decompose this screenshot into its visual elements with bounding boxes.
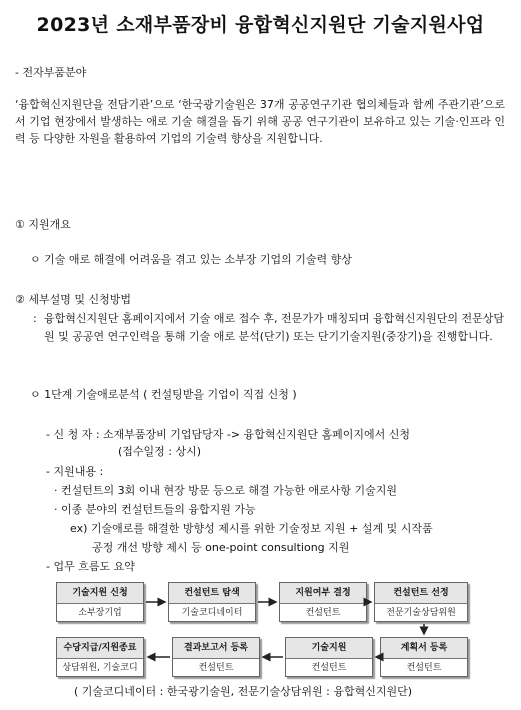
applicant-line: - 신 청 자 : 소재부품장비 기업담당자 -> 융합혁신지원단 홈페이지에서 신청 [46, 428, 410, 441]
flow-step-owner: 기술코디네이터 [181, 608, 243, 618]
page-title: 2023년 소재부품장비 융합혁신지원단 기술지원사업 [36, 14, 485, 36]
section2-colon: : [33, 312, 37, 325]
flow-step-owner: 컨설턴트 [311, 663, 347, 673]
example-line-2: 공정 개선 방향 제시 등 one-point consultiong 지원 [92, 541, 350, 554]
content-label: - 지원내용 : [46, 465, 104, 478]
section2-heading: ② 세부설명 및 신청방법 [15, 293, 131, 306]
flow-step-owner: 컨설턴트 [305, 608, 341, 618]
flow-step-owner: 컨설턴트 [406, 663, 442, 673]
schedule-line: (접수일정 : 상시) [118, 445, 202, 458]
section1-heading: ① 지원개요 [15, 218, 71, 231]
flow-step-owner: 전문기술상담위원 [386, 608, 456, 618]
intro-paragraph: ‘융합혁신지원단을 전담기관’으로 ‘한국광기술원은 37개 공공연구기관 협의체들과 함께 주관기관’으로서 기업 현장에서 발생하는 애로 기술 해결을 돕기 위해 공공 연구기관이 보유하고 있는 기술·인프라 인력 등 다양한 자원을 활용하여 기업의 기술력 향상을 지원합니다. [15, 98, 505, 145]
flow-step-title: 계획서 등록 [381, 638, 467, 659]
flow-step-title: 기술지원 신청 [57, 583, 143, 604]
content-item-1: · 컨설턴트의 3회 이내 현장 방문 등으로 해결 가능한 애로사항 기술지원 [54, 484, 397, 497]
example-line-1: ex) 기술애로를 해결한 방향성 제시를 위한 기술정보 지원 + 설계 및 시작품 [70, 522, 433, 535]
stage1-bullet: ㅇ 1단계 기술애로분석 ( 컨설팅받을 기업이 직접 신청 ) [30, 388, 297, 401]
flow-step-title: 결과보고서 등록 [173, 638, 259, 659]
section2-description: 융합혁신지원단 홈페이지에서 기술 애로 접수 후, 전문가가 매칭되며 융합혁신지원단의 전문상담원 및 공공연 연구인력을 통해 기술 애로 분석(단기) 또는 단기기술지원(중장기)을 진행합니다. [44, 312, 505, 343]
flow-step-owner: 컨설턴트 [198, 663, 234, 673]
content-item-2: · 이종 분야의 컨설턴트들의 융합지원 가능 [54, 503, 256, 516]
section1-bullet: ㅇ 기술 애로 해결에 어려움을 겪고 있는 소부장 기업의 기술력 향상 [30, 253, 352, 266]
flow-step-owner: 소부장기업 [78, 608, 122, 618]
field-label: - 전자부품분야 [15, 66, 87, 79]
flow-step-title: 기술지원 [286, 638, 372, 659]
flow-step-title: 지원여부 결정 [280, 583, 366, 604]
flow-label: - 업무 흐름도 요약 [46, 560, 135, 573]
flow-step-owner: 상담위원, 기술코디 [62, 663, 138, 673]
flow-step-title: 컨설턴트 선정 [375, 583, 467, 604]
flow-step-title: 컨설턴트 탐색 [169, 583, 255, 604]
flow-footnote: ( 기술코디네이터 : 한국광기술원, 전문기술상담위원 : 융합혁신지원단) [74, 685, 412, 698]
flow-step-title: 수당지급/지원종료 [57, 638, 143, 659]
